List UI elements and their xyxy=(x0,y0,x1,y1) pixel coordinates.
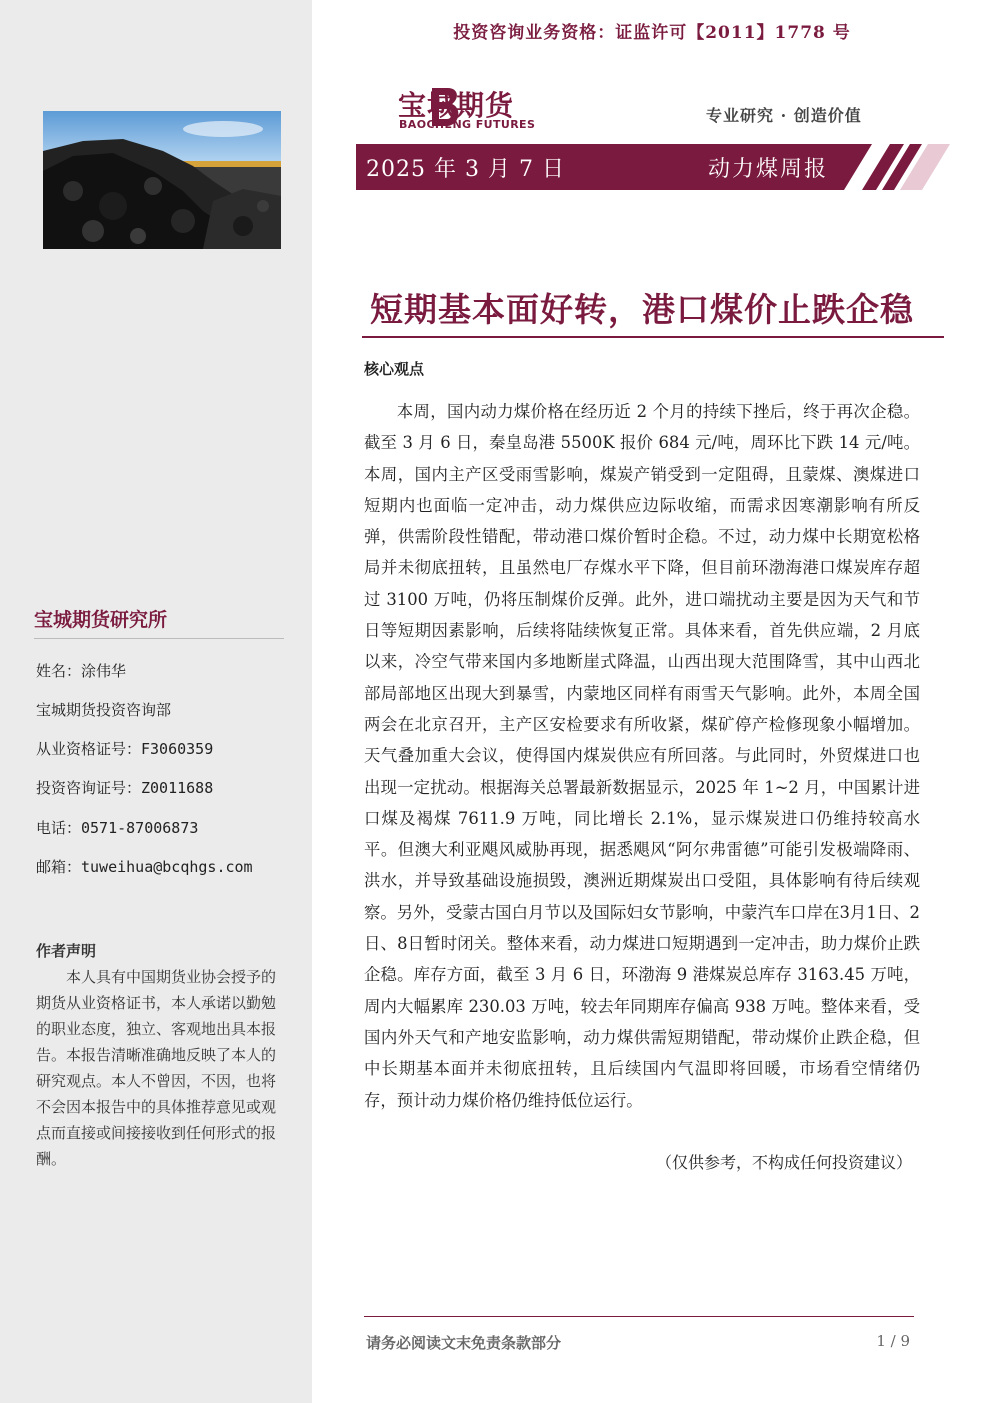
section-label-core-view: 核心观点 xyxy=(364,360,425,378)
report-date: 2025 年 3 月 7 日 xyxy=(366,157,565,182)
author-name: 姓名：涂伟华 xyxy=(36,662,127,680)
footer-note: 请务必阅读文末免责条款部分 xyxy=(366,1334,562,1352)
institute-divider xyxy=(34,638,284,639)
institute-name: 宝城期货研究所 xyxy=(34,609,168,631)
qualification-number: 从业资格证号：F3060359 xyxy=(36,740,214,758)
banner-stripes xyxy=(860,144,950,190)
logo-chinese: 宝城期货 xyxy=(398,89,515,122)
slogan: 专业研究 · 创造价值 xyxy=(706,106,862,125)
author-statement-text: 本人具有中国期货业协会授予的期货从业资格证书，本人承诺以勤勉的职业态度，独立、客观地出具本报告。本报告清晰准确地反映了本人的研究观点。本人不曾因，不因，也将不会因本报告中的具体推荐意见或观点而直接或间接接收到任何形式的报酬。 xyxy=(36,968,277,1168)
license-text: 投资咨询业务资格：证监许可【2011】1778 号 xyxy=(453,23,851,43)
coal-pile-image xyxy=(43,111,281,249)
title-divider xyxy=(362,336,944,338)
main-title: 短期基本面好转，港口煤价止跌企稳 xyxy=(370,290,914,329)
author-department: 宝城期货投资咨询部 xyxy=(36,701,172,719)
logo-english: BAOCHENG FUTURES xyxy=(399,118,536,131)
investment-disclaimer: （仅供参考，不构成任何投资建议） xyxy=(655,1153,912,1172)
footer-divider xyxy=(364,1316,914,1317)
email-address: 邮箱：tuweihua@bcqhgs.com xyxy=(36,858,253,876)
author-statement-title: 作者声明 xyxy=(36,942,97,960)
page-number: 1 / 9 xyxy=(876,1332,910,1350)
consulting-number: 投资咨询证号：Z0011688 xyxy=(36,779,214,797)
core-view-paragraph: 本周，国内动力煤价格在经历近 2 个月的持续下挫后，终于再次企稳。截至 3 月 6 日，秦皇岛港 5500K 报价 684 元/吨，周环比下跌 14 元/吨。本周，国内主产区受雨雪影响，煤炭产销受到一定阻碍，且蒙煤、澳煤进口短期内也面临一定冲击，动力煤供应边际收缩，而需求因寒潮影响有所反弹，供需阶段性错配，带动港口煤价暂时企稳。不过，动力煤中长期宽松格局并未彻底扭转，且虽然电厂存煤水平下降，但目前环渤海港口煤炭库存超过 3100 万吨，仍将压制煤价反弹。此外，进口端扰动主要是因为天气和节日等短期因素影响，后续将陆续恢复正常。具体来看，首先供应端，2 月底以来，冷空气带来国内多地断崖式降温，山西出现大范围降雪，其中山西北部局部地区出现大到暴雪，内蒙地区同样有雨雪天气影响。此外，本周全国两会在北京召开，主产区安检要求有所收紧，煤矿停产检修现象小幅增加。天气叠加重大会议，使得国内煤炭供应有所回落。与此同时，外贸煤进口也出现一定扰动。根据海关总署最新数据显示，2025 年 1~2 月，中国累计进口煤及褐煤 7611.9 万吨，同比增长 2.1%，显示煤炭进口仍维持较高水平。但澳大利亚飓风威胁再现，据悉飓风“阿尔弗雷德”可能引发极端降雨、洪水，并导致基础设施损毁，澳洲近期煤炭出口受阻，具体影响有待后续观察。另外，受蒙古国白月节以及国际妇女节影响，中蒙汽车口岸在3月1日、2日、8日暂时闭关。整体来看，动力煤进口短期遇到一定冲击，助力煤价止跌企稳。库存方面，截至 3 月 6 日，环渤海 9 港煤炭总库存 3163.45 万吨，周内大幅累库 230.03 万吨，较去年同期库存偏高 938 万吨。整体来看，受国内外天气和产地安监影响，动力煤供需短期错配，带动煤价止跌企稳，但中长期基本面并未彻底扭转，且后续国内气温即将回暖，市场看空情绪仍存，预计动力煤价格仍维持低位运行。 xyxy=(364,402,920,1110)
phone-number: 电话：0571-87006873 xyxy=(36,819,199,837)
report-type: 动力煤周报 xyxy=(708,157,829,182)
